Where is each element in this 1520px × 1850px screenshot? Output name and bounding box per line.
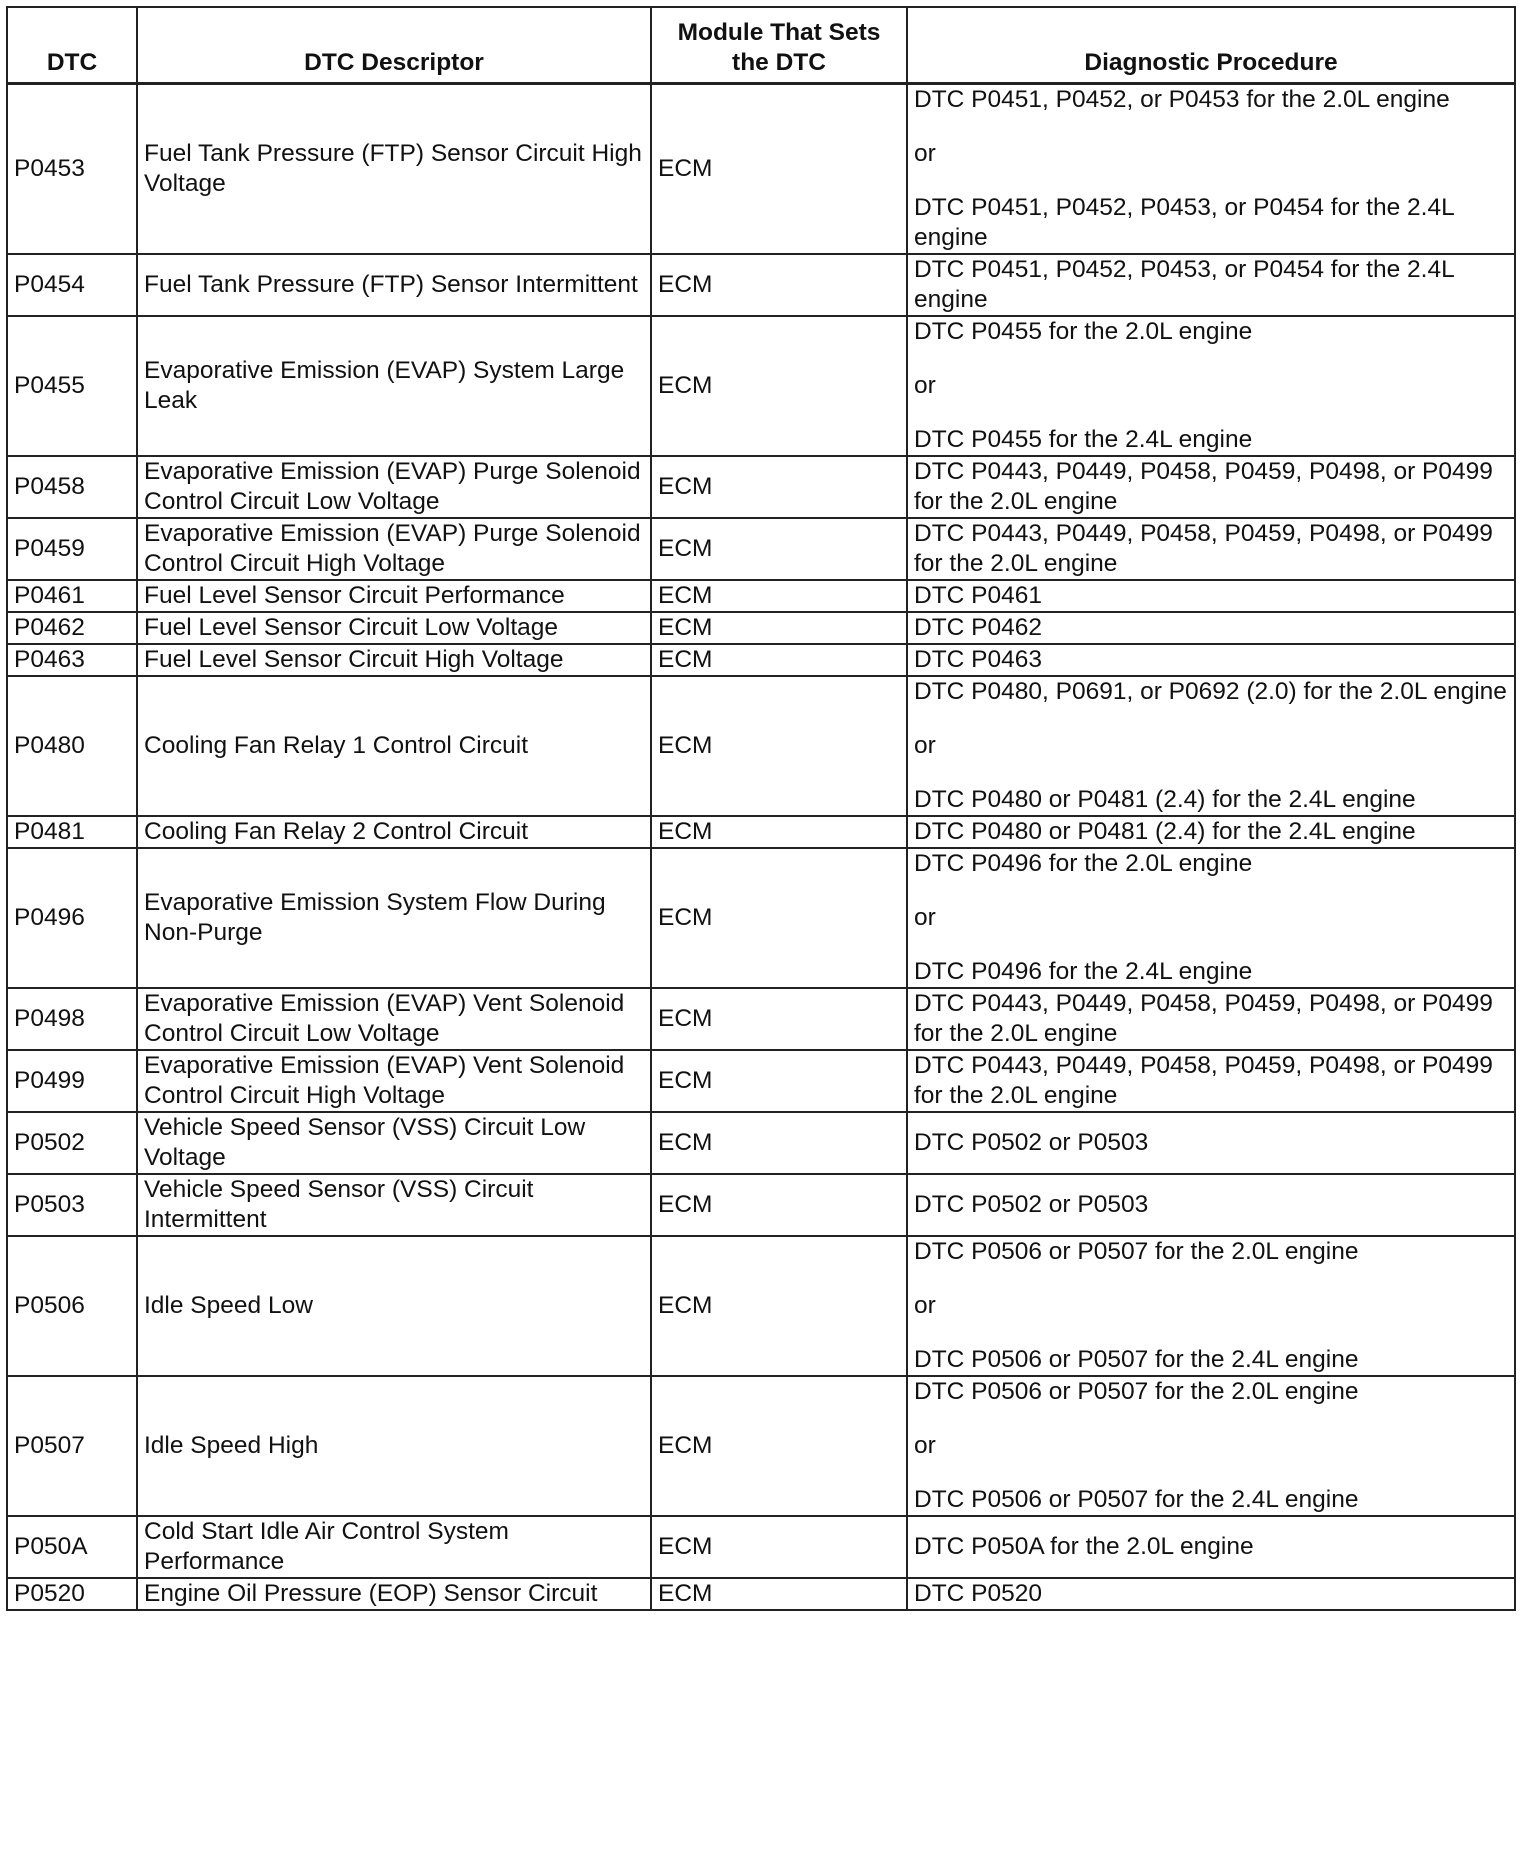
module-cell: ECM <box>651 612 907 644</box>
procedure-link[interactable]: DTC P0496 for the 2.4L engine <box>914 958 1253 985</box>
procedure-or-separator: or <box>914 1292 936 1319</box>
dtc-descriptor-cell: Cold Start Idle Air Control System Performance <box>137 1516 651 1578</box>
dtc-code-cell: P0496 <box>7 848 137 988</box>
procedure-link[interactable]: DTC P050A for the 2.0L engine <box>914 1533 1254 1560</box>
module-cell: ECM <box>651 816 907 848</box>
table-row <box>7 1376 1515 1516</box>
dtc-descriptor-cell: Fuel Tank Pressure (FTP) Sensor Circuit High Voltage <box>137 84 651 255</box>
dtc-descriptor-cell: Fuel Level Sensor Circuit Performance <box>137 580 651 612</box>
diagnostic-procedure-cell <box>907 316 1515 456</box>
diagnostic-procedure-cell <box>907 644 1515 676</box>
diagnostic-procedure-cell <box>907 1516 1515 1578</box>
procedure-link[interactable]: DTC P0443, P0449, P0458, P0459, P0498, or P0499 for the 2.0L engine <box>914 990 1493 1047</box>
module-cell: ECM <box>651 84 907 255</box>
dtc-code-cell: P0480 <box>7 676 137 816</box>
procedure-link[interactable]: DTC P0451, P0452, P0453, or P0454 for the 2.4L engine <box>914 194 1454 251</box>
procedure-link[interactable]: DTC P0443, P0449, P0458, P0459, P0498, or P0499 for the 2.0L engine <box>914 1052 1493 1109</box>
procedure-gap <box>914 347 1508 371</box>
module-cell: ECM <box>651 316 907 456</box>
header-module-label: Module That Sets the DTC <box>677 19 881 76</box>
table-row <box>7 848 1515 988</box>
diagnostic-procedure-cell <box>907 456 1515 518</box>
table-row <box>7 1174 1515 1236</box>
module-cell: ECM <box>651 1174 907 1236</box>
diagnostic-procedure-cell <box>907 580 1515 612</box>
procedure-link[interactable]: DTC P0455 for the 2.0L engine <box>914 318 1253 345</box>
diagnostic-procedure-cell <box>907 848 1515 988</box>
procedure-link[interactable]: DTC P0506 or P0507 for the 2.0L engine <box>914 1238 1359 1265</box>
table-row <box>7 988 1515 1050</box>
dtc-descriptor-cell: Evaporative Emission (EVAP) System Large Leak <box>137 316 651 456</box>
dtc-descriptor-cell: Fuel Tank Pressure (FTP) Sensor Intermittent <box>137 254 651 316</box>
table-header <box>7 7 1515 84</box>
table-row <box>7 676 1515 816</box>
procedure-link[interactable]: DTC P0443, P0449, P0458, P0459, P0498, or P0499 for the 2.0L engine <box>914 520 1493 577</box>
diagnostic-procedure-cell <box>907 676 1515 816</box>
procedure-gap <box>914 879 1508 903</box>
dtc-descriptor-cell: Evaporative Emission (EVAP) Vent Solenoid Control Circuit Low Voltage <box>137 988 651 1050</box>
module-cell: ECM <box>651 580 907 612</box>
module-cell: ECM <box>651 988 907 1050</box>
header-module <box>651 7 907 84</box>
header-procedure: Diagnostic Procedure <box>907 7 1515 84</box>
procedure-link[interactable]: DTC P0462 <box>914 614 1043 641</box>
table-row <box>7 84 1515 255</box>
table-row <box>7 580 1515 612</box>
procedure-link[interactable]: DTC P0451, P0452, P0453, or P0454 for the 2.4L engine <box>914 256 1454 313</box>
procedure-or-separator: or <box>914 732 936 759</box>
dtc-descriptor-cell: Fuel Level Sensor Circuit Low Voltage <box>137 612 651 644</box>
table-row <box>7 816 1515 848</box>
procedure-link[interactable]: DTC P0502 or P0503 <box>914 1129 1149 1156</box>
table-row <box>7 612 1515 644</box>
dtc-descriptor-cell: Cooling Fan Relay 1 Control Circuit <box>137 676 651 816</box>
procedure-link[interactable]: DTC P0455 for the 2.4L engine <box>914 426 1253 453</box>
dtc-code-cell: P0458 <box>7 456 137 518</box>
dtc-code-cell: P0462 <box>7 612 137 644</box>
dtc-code-cell: P0499 <box>7 1050 137 1112</box>
dtc-code-cell: P0453 <box>7 84 137 255</box>
diagnostic-procedure-cell <box>907 816 1515 848</box>
procedure-link[interactable]: DTC P0480, P0691, or P0692 (2.0) for the 2.0L engine <box>914 678 1507 705</box>
procedure-link[interactable]: DTC P0496 for the 2.0L engine <box>914 850 1253 877</box>
dtc-descriptor-cell: Engine Oil Pressure (EOP) Sensor Circuit <box>137 1578 651 1610</box>
module-cell: ECM <box>651 1112 907 1174</box>
table-row <box>7 1050 1515 1112</box>
diagnostic-procedure-cell <box>907 612 1515 644</box>
diagnostic-procedure-cell <box>907 518 1515 580</box>
procedure-link[interactable]: DTC P0506 or P0507 for the 2.4L engine <box>914 1346 1359 1373</box>
dtc-code-cell: P0507 <box>7 1376 137 1516</box>
table-row <box>7 456 1515 518</box>
diagnostic-procedure-cell <box>907 1376 1515 1516</box>
dtc-descriptor-cell: Evaporative Emission (EVAP) Purge Solenoid Control Circuit Low Voltage <box>137 456 651 518</box>
module-cell: ECM <box>651 1236 907 1376</box>
diagnostic-procedure-cell <box>907 1578 1515 1610</box>
table-row <box>7 518 1515 580</box>
procedure-link[interactable]: DTC P0461 <box>914 582 1043 609</box>
procedure-gap <box>914 1267 1508 1291</box>
header-row <box>7 7 1515 84</box>
dtc-code-cell: P0461 <box>7 580 137 612</box>
dtc-descriptor-cell: Idle Speed Low <box>137 1236 651 1376</box>
header-descriptor: DTC Descriptor <box>137 7 651 84</box>
procedure-gap <box>914 1461 1508 1485</box>
procedure-or-separator: or <box>914 140 936 167</box>
diagnostic-procedure-cell <box>907 1174 1515 1236</box>
dtc-descriptor-cell: Idle Speed High <box>137 1376 651 1516</box>
module-cell: ECM <box>651 254 907 316</box>
procedure-link[interactable]: DTC P0502 or P0503 <box>914 1191 1149 1218</box>
procedure-gap <box>914 115 1508 139</box>
table-row <box>7 1236 1515 1376</box>
dtc-descriptor-cell: Evaporative Emission System Flow During Non-Purge <box>137 848 651 988</box>
procedure-gap <box>914 401 1508 425</box>
procedure-or-separator: or <box>914 372 936 399</box>
dtc-code-cell: P0502 <box>7 1112 137 1174</box>
procedure-link[interactable]: DTC P0480 or P0481 (2.4) for the 2.4L engine <box>914 786 1416 813</box>
header-dtc: DTC <box>7 7 137 84</box>
dtc-code-cell: P0498 <box>7 988 137 1050</box>
procedure-gap <box>914 761 1508 785</box>
dtc-code-cell: P0459 <box>7 518 137 580</box>
procedure-link[interactable]: DTC P0480 or P0481 (2.4) for the 2.4L engine <box>914 818 1416 845</box>
dtc-code-cell: P0463 <box>7 644 137 676</box>
table-row <box>7 1516 1515 1578</box>
procedure-link[interactable]: DTC P0520 <box>914 1580 1043 1607</box>
procedure-gap <box>914 707 1508 731</box>
module-cell: ECM <box>651 1516 907 1578</box>
diagnostic-procedure-cell <box>907 1112 1515 1174</box>
dtc-code-cell: P0481 <box>7 816 137 848</box>
diagnostic-procedure-cell <box>907 254 1515 316</box>
dtc-descriptor-cell: Evaporative Emission (EVAP) Vent Solenoid Control Circuit High Voltage <box>137 1050 651 1112</box>
dtc-descriptor-cell: Fuel Level Sensor Circuit High Voltage <box>137 644 651 676</box>
procedure-link[interactable]: DTC P0506 or P0507 for the 2.4L engine <box>914 1486 1359 1513</box>
module-cell: ECM <box>651 1376 907 1516</box>
dtc-table <box>6 6 1516 1611</box>
procedure-link[interactable]: DTC P0451, P0452, or P0453 for the 2.0L engine <box>914 86 1450 113</box>
dtc-code-cell: P0520 <box>7 1578 137 1610</box>
procedure-gap <box>914 1407 1508 1431</box>
dtc-code-cell: P0506 <box>7 1236 137 1376</box>
procedure-gap <box>914 933 1508 957</box>
diagnostic-procedure-cell <box>907 1236 1515 1376</box>
procedure-gap <box>914 1321 1508 1345</box>
procedure-or-separator: or <box>914 904 936 931</box>
procedure-or-separator: or <box>914 1432 936 1459</box>
procedure-link[interactable]: DTC P0443, P0449, P0458, P0459, P0498, or P0499 for the 2.0L engine <box>914 458 1493 515</box>
procedure-link[interactable]: DTC P0506 or P0507 for the 2.0L engine <box>914 1378 1359 1405</box>
dtc-descriptor-cell: Evaporative Emission (EVAP) Purge Solenoid Control Circuit High Voltage <box>137 518 651 580</box>
diagnostic-procedure-cell <box>907 988 1515 1050</box>
table-body <box>7 84 1515 1611</box>
table-row <box>7 1112 1515 1174</box>
module-cell: ECM <box>651 456 907 518</box>
diagnostic-procedure-cell <box>907 84 1515 255</box>
module-cell: ECM <box>651 848 907 988</box>
dtc-code-cell: P0503 <box>7 1174 137 1236</box>
module-cell: ECM <box>651 1050 907 1112</box>
table-row <box>7 1578 1515 1610</box>
procedure-link[interactable]: DTC P0463 <box>914 646 1043 673</box>
dtc-code-cell: P0454 <box>7 254 137 316</box>
dtc-descriptor-cell: Vehicle Speed Sensor (VSS) Circuit Intermittent <box>137 1174 651 1236</box>
dtc-descriptor-cell: Cooling Fan Relay 2 Control Circuit <box>137 816 651 848</box>
table-row <box>7 316 1515 456</box>
table-row <box>7 644 1515 676</box>
module-cell: ECM <box>651 1578 907 1610</box>
module-cell: ECM <box>651 644 907 676</box>
dtc-code-cell: P050A <box>7 1516 137 1578</box>
module-cell: ECM <box>651 518 907 580</box>
procedure-gap <box>914 169 1508 193</box>
module-cell: ECM <box>651 676 907 816</box>
table-row <box>7 254 1515 316</box>
dtc-descriptor-cell: Vehicle Speed Sensor (VSS) Circuit Low Voltage <box>137 1112 651 1174</box>
dtc-code-cell: P0455 <box>7 316 137 456</box>
diagnostic-procedure-cell <box>907 1050 1515 1112</box>
